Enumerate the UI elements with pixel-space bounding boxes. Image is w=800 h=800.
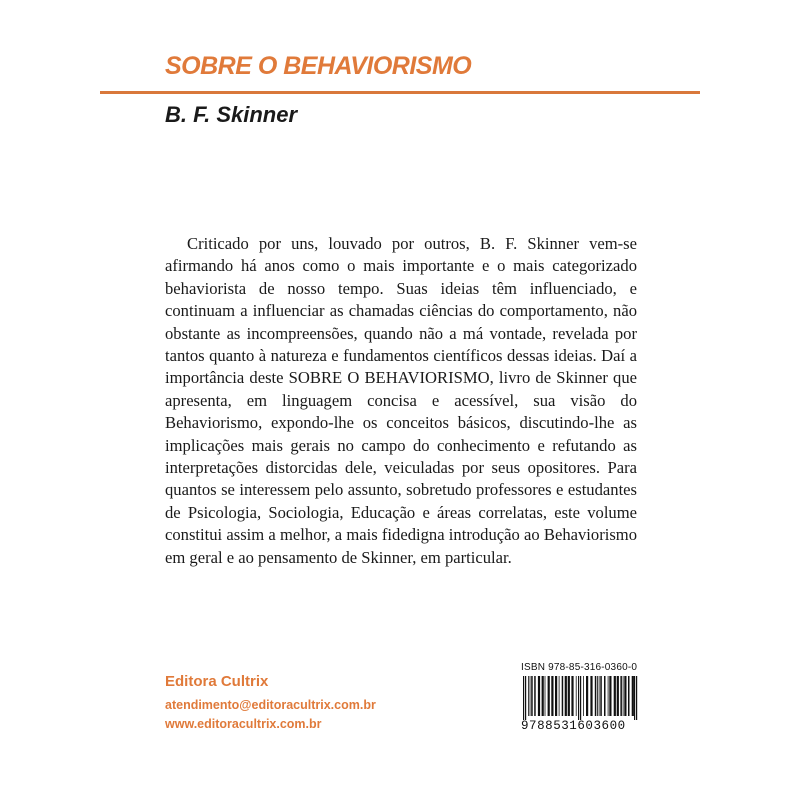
title-divider [100, 91, 700, 94]
publisher-info [165, 672, 376, 734]
book-author: B. F. Skinner [165, 102, 298, 127]
book-title: SOBRE O BEHAVIORISMO [165, 52, 472, 80]
publisher-website: www.editoracultrix.com.br [165, 717, 322, 731]
back-cover-blurb: Criticado por uns, louvado por outros, B. F. Skinner vem-se afirmando há anos como o mais importante e o mais categorizado behaviorista de nosso tempo. Suas ideias têm influenciado, e continuam a influenciar as chamadas ciências do comportamento, não obstante as incompreensões, quando não a má vontade, revelada por tantos quanto à natureza e fundamentos científicos dessas ideias. Daí a importância deste SOBRE O BEHAVIORISMO, livro de Skinner que apresenta, em linguagem concisa e acessível, sua visão do Behaviorismo, expondo-lhe os conceitos básicos, discutindo-lhe as implicações mais gerais no campo do conhecimento e refutando as interpretações distorcidas dele, veiculadas por seus opositores. Para quantos se interessem pelo assunto, sobretudo professores e estudantes de Psicologia, Sociologia, Educação e áreas correlatas, este volume constitui assim a melhor, a mais fidedigna introdução ao Behaviorismo em geral e ao pensamento de Skinner, em particular. [165, 234, 637, 567]
isbn-label: ISBN 978-85-316-0360-0 [521, 662, 638, 673]
ean-digits: 9788531603600 [521, 719, 626, 733]
publisher-name: Editora Cultrix [165, 673, 269, 690]
isbn-barcode [521, 661, 641, 733]
publisher-email: atendimento@editoracultrix.com.br [165, 698, 376, 712]
barcode-bars [521, 676, 641, 720]
